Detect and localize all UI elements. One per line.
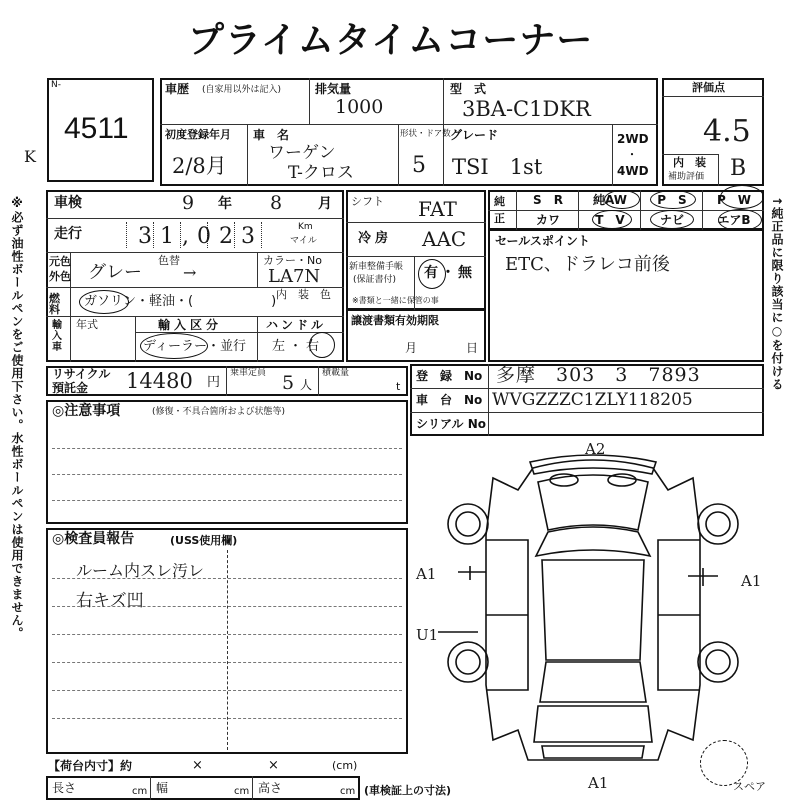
- page-title: プライムタイムコーナー: [188, 20, 594, 61]
- cargo-length-cm: cm: [132, 786, 148, 797]
- equip-navi-circle: [650, 210, 694, 229]
- cargo-times-1: ×: [192, 758, 203, 773]
- import-dealer-circle: [140, 333, 208, 359]
- ac-label: 冷房: [358, 231, 393, 246]
- interior-score-sub: 補助評価: [668, 172, 705, 182]
- cargo-length-label: 長さ: [52, 781, 77, 795]
- spare-label: スペア: [733, 780, 766, 793]
- recycle-unit: 円: [207, 375, 221, 390]
- shift-value: FAT: [418, 197, 457, 221]
- handle-label: ハンドル: [266, 318, 327, 332]
- chassis-label: 車 台 No: [416, 393, 483, 407]
- car-diagram: [438, 440, 748, 780]
- ac-value: AAC: [422, 227, 467, 251]
- color-arrow: →: [183, 263, 197, 282]
- mileage-unit-mile: マイル: [290, 236, 317, 246]
- diagram-mark-rear: A1: [588, 774, 609, 792]
- equipment-side-label: 純正: [494, 195, 505, 225]
- grade-value: TSI 1st: [452, 155, 543, 179]
- doors-label: 形状・ドア数: [400, 129, 451, 139]
- color-ext-label: 外色: [49, 270, 71, 283]
- diagram-mark-left-top: A1: [416, 565, 437, 583]
- fuel-text: ガソリン・軽油・( ): [84, 294, 277, 309]
- cargo-note: (車検証上の寸法): [364, 784, 452, 797]
- serial-label: シリアル No: [416, 417, 486, 431]
- import-label: 輸入車: [52, 320, 62, 353]
- manual-yes-circle: [418, 259, 446, 289]
- score-label: 評価点: [692, 81, 725, 94]
- displacement-label: 排気量: [315, 82, 352, 96]
- cargo-width-cm: cm: [234, 786, 250, 797]
- recycle-value: 14480: [126, 369, 193, 393]
- cargo-width-label: 幅: [156, 781, 169, 795]
- diagram-mark-left-bottom: U1: [416, 626, 439, 644]
- inspection-month: 8: [270, 192, 283, 214]
- mileage-value: 31,023: [138, 224, 263, 249]
- side-note-right: ↑純正品に限り該当に○を付ける: [770, 196, 784, 392]
- report-line-1: ルーム内スレ汚レ: [76, 561, 205, 580]
- color-change-label: 色替: [158, 254, 180, 267]
- interior-color-label: 内 装 色: [276, 288, 331, 301]
- displacement-value: 1000: [335, 96, 384, 118]
- equip-sr: S R: [533, 193, 563, 207]
- cargo-label: 【荷台内寸】約: [48, 759, 133, 773]
- inspection-year-label: 年: [218, 196, 232, 212]
- transfer-day-label: 日: [466, 341, 479, 355]
- fuel-label: 燃料: [49, 292, 60, 316]
- transfer-label: 譲渡書類有効期限: [351, 314, 439, 327]
- recycle-label-1: リサイクル: [52, 367, 111, 381]
- cargo-height-label: 高さ: [258, 781, 283, 795]
- history-note: (自家用以外は記入): [202, 85, 282, 95]
- sales-point-value: ETC、ドラレコ前後: [505, 254, 670, 275]
- equip-pw-circle: [720, 185, 764, 209]
- equip-navi: ナビ: [659, 213, 684, 227]
- equip-pw: P W: [716, 193, 752, 207]
- report-sub: (USS使用欄): [170, 534, 238, 547]
- equip-tv-circle: [592, 210, 632, 229]
- import-year-label: 年式: [76, 318, 98, 331]
- model-value: 3BA-C1DKR: [462, 97, 591, 121]
- registration-value: 多摩 303 3 7893: [496, 364, 701, 386]
- recycle-label-2: 預託金: [52, 381, 89, 395]
- report-line-2: 右キズ凹: [76, 591, 144, 611]
- color-code-value: LA7N: [268, 266, 321, 287]
- car-name-label: 車 名: [253, 128, 290, 142]
- equip-airbag-circle: [718, 209, 762, 231]
- equip-airbag: エアB: [717, 213, 751, 227]
- inspection-month-label: 月: [318, 196, 332, 212]
- import-category-text: ディーラー・並行: [143, 339, 246, 354]
- score-value: 4.5: [703, 114, 751, 149]
- drive-4wd: 4WD: [617, 164, 649, 178]
- first-registration-label: 初度登録年月: [165, 128, 231, 141]
- color-orig-label: 元色: [49, 255, 71, 268]
- shift-label: シフト: [351, 195, 384, 208]
- cargo-unit: (cm): [332, 759, 358, 772]
- margin-mark: K: [24, 147, 36, 166]
- notes-label: ◎注意事項: [52, 403, 121, 419]
- inspection-label: 車検: [54, 195, 82, 211]
- car-name-line2: T-クロス: [288, 163, 354, 183]
- drive-2wd: 2WD: [617, 132, 649, 146]
- inspection-year: 9: [182, 192, 195, 214]
- drive-sep: ・: [627, 150, 637, 161]
- handle-text: 左・右: [272, 339, 324, 354]
- registration-label: 登 録 No: [416, 369, 483, 383]
- capacity-unit: 人: [300, 378, 313, 392]
- color-code-label: カラー・No: [263, 254, 322, 267]
- equip-leather: カワ: [535, 213, 560, 227]
- capacity-label: 乗車定員: [230, 368, 267, 378]
- equip-ps-circle: [650, 190, 696, 209]
- sales-point-label: セールスポイント: [495, 234, 590, 248]
- load-label: 積載量: [322, 368, 350, 378]
- report-label: ◎検査員報告: [52, 531, 135, 547]
- lot-number: 4511: [64, 112, 129, 145]
- car-name-line1: ワーゲン: [268, 143, 336, 163]
- color-value: グレー: [88, 262, 142, 283]
- doors-value: 5: [412, 153, 426, 178]
- fuel-gasoline-circle: [79, 290, 129, 314]
- handle-right-circle: [309, 332, 335, 358]
- cargo-row: [46, 776, 360, 800]
- sales-point-block: [488, 230, 764, 362]
- mileage-label: 走行: [54, 226, 82, 242]
- notes-sub: (修復・不具合箇所および状態等): [152, 407, 286, 417]
- load-unit: t: [396, 380, 401, 393]
- interior-score-value: B: [730, 156, 747, 181]
- equip-aw: 純AW: [593, 193, 627, 207]
- cargo-times-2: ×: [268, 758, 279, 773]
- manual-label: 新車整備手帳: [349, 262, 404, 272]
- diagram-mark-front: A2: [585, 440, 606, 458]
- diagram-mark-right: A1: [741, 572, 762, 590]
- side-note-left: ※必ず油性ボールペンをご使用下さい。水性ボールペンは使用できません。: [10, 196, 24, 640]
- lot-n-label: N-: [51, 80, 61, 90]
- model-label: 型 式: [450, 82, 487, 96]
- import-category-label: 輸入区分: [158, 318, 223, 332]
- capacity-value: 5: [282, 372, 295, 394]
- manual-note: ※書類と一緒に保管の事: [352, 296, 439, 305]
- manual-label-sub: (保証書付): [353, 275, 397, 285]
- grade-label: グレード: [450, 128, 499, 142]
- history-label: 車歴: [165, 82, 190, 96]
- transfer-month-label: 月: [405, 341, 418, 355]
- equip-aw-circle: [604, 190, 640, 209]
- cargo-height-cm: cm: [340, 786, 356, 797]
- equip-tv: T V: [595, 213, 625, 227]
- manual-options: 有・無: [424, 265, 475, 281]
- chassis-value: WVGZZZC1ZLY118205: [492, 390, 693, 410]
- interior-score-label: 内 装: [673, 156, 706, 169]
- first-registration-value: 2/8月: [172, 154, 227, 178]
- mileage-unit-km: Km: [298, 222, 313, 232]
- equip-ps: P S: [657, 193, 687, 207]
